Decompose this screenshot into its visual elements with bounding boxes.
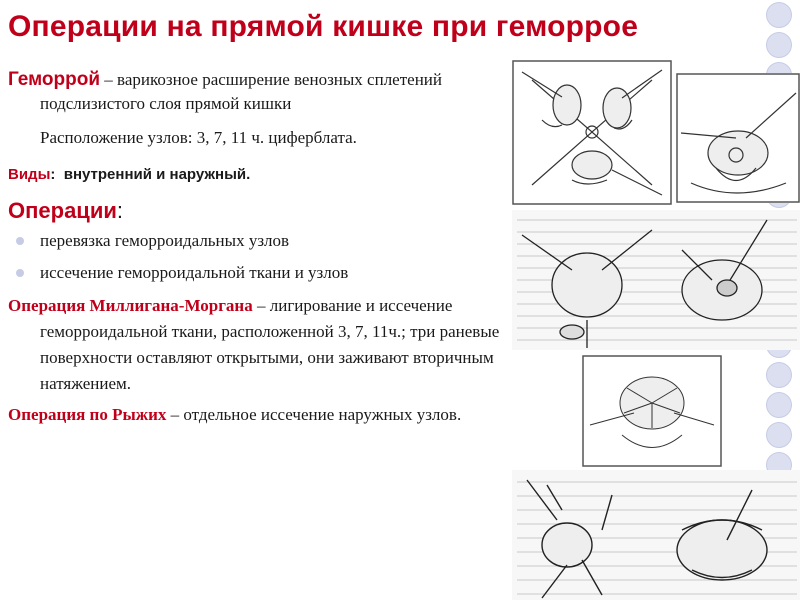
operations-colon: : bbox=[116, 198, 124, 223]
operations-heading bbox=[8, 199, 508, 225]
definition-paragraph bbox=[8, 68, 508, 116]
decor-circle bbox=[764, 0, 794, 30]
surgical-illustration-5 bbox=[512, 470, 800, 600]
types-paragraph: Виды: внутренний и наружный. bbox=[8, 166, 251, 183]
milligan-name: Операция Миллигана-Моргана bbox=[8, 296, 253, 315]
surgical-illustration-3 bbox=[512, 210, 800, 350]
decor-circle bbox=[764, 360, 794, 390]
decor-circle bbox=[764, 390, 794, 420]
operations-title: Операции bbox=[8, 198, 117, 223]
location-paragraph: Расположение узлов: 3, 7, 11 ч. циферблата. bbox=[40, 128, 357, 147]
decor-circle bbox=[764, 420, 794, 450]
surgical-illustration-2 bbox=[676, 73, 800, 203]
definition-term: Геморрой bbox=[8, 69, 101, 90]
surgical-illustration-1 bbox=[512, 60, 672, 205]
decor-circle bbox=[764, 30, 794, 60]
types-label: Виды bbox=[8, 166, 51, 183]
milligan-paragraph bbox=[8, 293, 508, 397]
ryzhikh-text: – отдельное иссечение наружных узлов. bbox=[166, 405, 462, 424]
operations-list bbox=[8, 229, 508, 285]
bullet-dot bbox=[16, 237, 24, 245]
list-item: перевязка геморроидальных узлов bbox=[8, 229, 508, 253]
definition-text: – варикозное расширение венозных сплетений подслизистого слоя прямой кишки bbox=[40, 70, 442, 113]
slide-body bbox=[8, 68, 508, 427]
ryzhikh-name: Операция по Рыжих bbox=[8, 405, 167, 424]
milligan-text: – лигирование и иссечение геморроидальной ткани, расположенной 3, 7, 11ч.; три раневые поверхности оставляют открытыми, они заживают вторичным натяжением. bbox=[40, 296, 500, 393]
list-item: иссечение геморроидальной ткани и узлов bbox=[8, 261, 508, 285]
ryzhikh-paragraph bbox=[8, 403, 480, 427]
types-text: внутренний и наружный. bbox=[63, 166, 251, 183]
bullet-dot bbox=[16, 269, 24, 277]
slide-title: Операции на прямой кишке при геморрое bbox=[8, 10, 639, 43]
surgical-illustration-4 bbox=[582, 355, 722, 467]
